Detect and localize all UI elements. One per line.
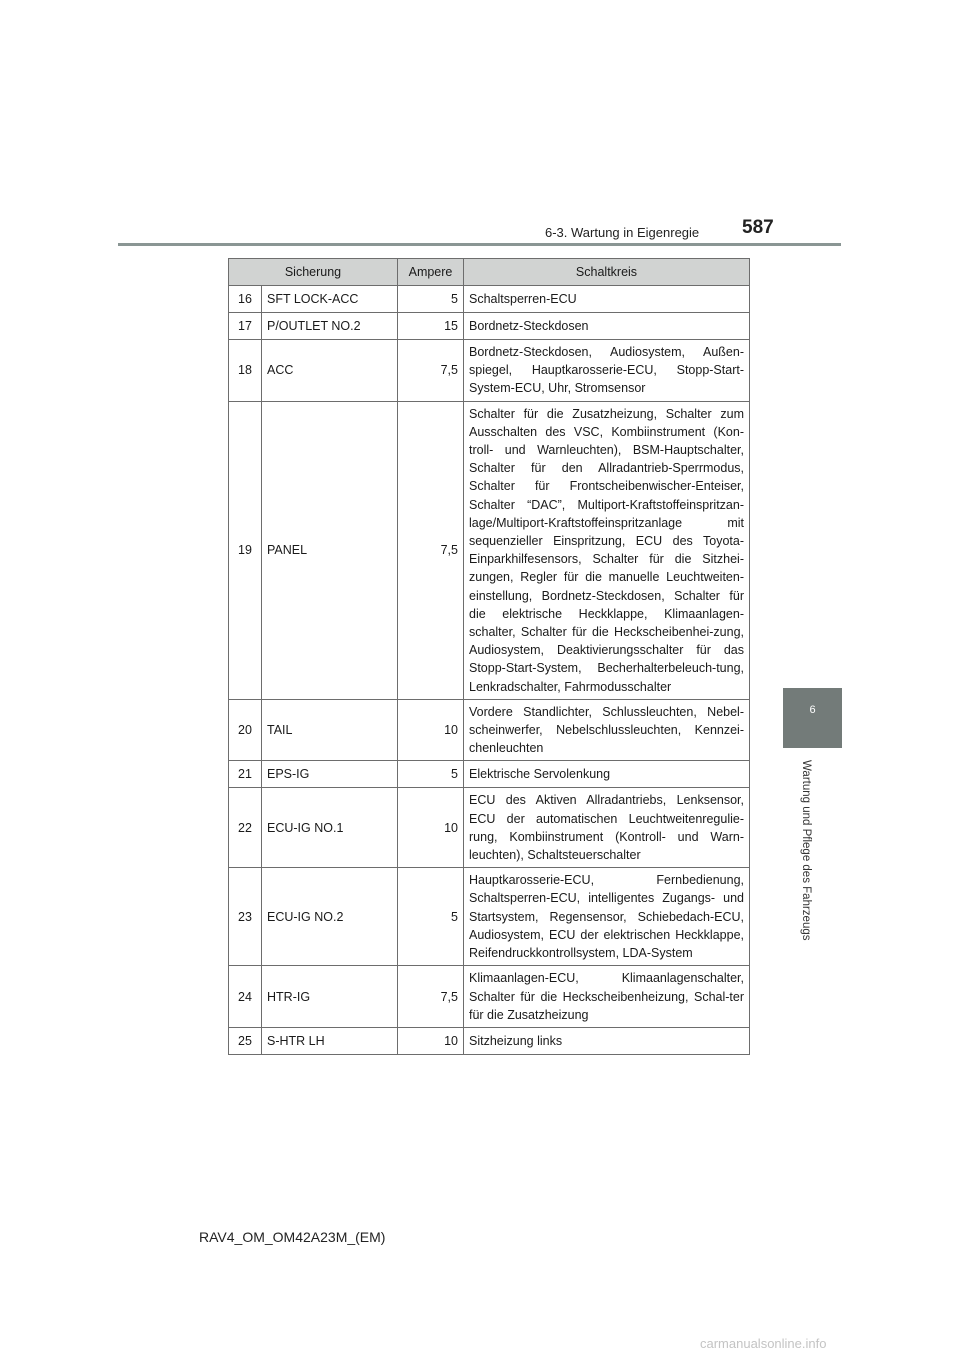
fuse-circuit: Vordere Standlichter, Schlussleuchten, Nebel-scheinwerfer, Nebelschlussleuchten, Kennzei-chenleuchten — [464, 699, 750, 761]
fuse-name: HTR-IG — [262, 966, 398, 1028]
fuse-ampere: 5 — [398, 868, 464, 966]
fuse-circuit: Klimaanlagen-ECU, Klimaanlagenschalter, Schalter für die Heckscheibenheizung, Schal-ter für die Zusatzheizung — [464, 966, 750, 1028]
fuse-number: 22 — [229, 788, 262, 868]
table-row — [229, 788, 750, 868]
fuse-ampere: 10 — [398, 788, 464, 868]
fuse-circuit: Hauptkarosserie-ECU, Fernbedienung, Schaltsperren-ECU, intelligentes Zugangs- und Startsystem, Regensensor, Schiebedach-ECU, Audiosystem, ECU der elektrischen Heckklappe, Reifendruckkontrollsystem, LDA-System — [464, 868, 750, 966]
watermark: carmanualsonline.info — [700, 1336, 827, 1351]
fuse-number: 21 — [229, 761, 262, 788]
fuse-ampere: 10 — [398, 1027, 464, 1054]
fuse-circuit: Sitzheizung links — [464, 1027, 750, 1054]
fuse-ampere: 7,5 — [398, 401, 464, 699]
table-row — [229, 313, 750, 340]
fuse-name: S-HTR LH — [262, 1027, 398, 1054]
fuse-number: 18 — [229, 340, 262, 402]
table-row — [229, 699, 750, 761]
fuse-circuit: Bordnetz-Steckdosen — [464, 313, 750, 340]
fuse-ampere: 5 — [398, 761, 464, 788]
fuse-ampere: 15 — [398, 313, 464, 340]
fuse-table — [228, 258, 750, 1055]
fuse-circuit: Schaltsperren-ECU — [464, 286, 750, 313]
fuse-name: EPS-IG — [262, 761, 398, 788]
fuse-number: 25 — [229, 1027, 262, 1054]
fuse-circuit: ECU des Aktiven Allradantriebs, Lenksensor, ECU der automatischen Leuchtweitenregulie-rung, Kombiinstrument (Kontroll- und Warn-leuchten), Schaltsteuerschalter — [464, 788, 750, 868]
table-row — [229, 761, 750, 788]
fuse-number: 17 — [229, 313, 262, 340]
column-header-circuit: Schaltkreis — [464, 259, 750, 286]
fuse-name: ECU-IG NO.2 — [262, 868, 398, 966]
table-row — [229, 868, 750, 966]
column-header-ampere: Ampere — [398, 259, 464, 286]
chapter-tab — [783, 688, 842, 748]
table-row — [229, 286, 750, 313]
fuse-ampere: 10 — [398, 699, 464, 761]
fuse-number: 23 — [229, 868, 262, 966]
section-title: 6-3. Wartung in Eigenregie — [545, 225, 700, 240]
fuse-name: ACC — [262, 340, 398, 402]
fuse-circuit: Elektrische Servolenkung — [464, 761, 750, 788]
table-row — [229, 340, 750, 402]
chapter-number: 6 — [809, 704, 816, 716]
fuse-circuit: Schalter für die Zusatzheizung, Schalter zum Ausschalten des VSC, Kombiinstrument (Kon-troll- und Warnleuchten), BSM-Hauptschalter, Schalter für den Allradantrieb-Sperrmodus, Schalter für Frontscheibenwischer-Enteiser, Schalter “DAC”, Multiport-Kraftstoffeinspritzan-lage/Multiport-Kraftstoffeinspritzanlage mit sequenzieller Einspritzung, ECU des Toyota-Einparkhilfesensors, Schalter für die Sitzhei-zungen, Regler für die manuelle Leuchtweiten-einstellung, Bordnetz-Steckdosen, Schalter für die elektrische Heckklappe, Klimaanlagen-schalter, Schalter für die Heckscheibenhei-zung, Audiosystem, Deaktivierungsschalter für das Stopp-Start-System, Becherhalterbeleuch-tung, Lenkradschalter, Fahrmodusschalter — [464, 401, 750, 699]
chapter-label: Wartung und Pflege des Fahrzeugs — [800, 760, 812, 941]
page-number: 587 — [742, 217, 774, 238]
document-code: RAV4_OM_OM42A23M_(EM) — [199, 1229, 386, 1245]
table-header-row — [229, 259, 750, 286]
column-header-fuse: Sicherung — [229, 259, 398, 286]
fuse-number: 19 — [229, 401, 262, 699]
fuse-number: 20 — [229, 699, 262, 761]
fuse-name: PANEL — [262, 401, 398, 699]
header-divider — [118, 243, 841, 246]
table-row — [229, 401, 750, 699]
fuse-number: 24 — [229, 966, 262, 1028]
fuse-number: 16 — [229, 286, 262, 313]
table-row — [229, 966, 750, 1028]
fuse-name: ECU-IG NO.1 — [262, 788, 398, 868]
fuse-name: P/OUTLET NO.2 — [262, 313, 398, 340]
fuse-ampere: 7,5 — [398, 340, 464, 402]
table-row — [229, 1027, 750, 1054]
fuse-ampere: 5 — [398, 286, 464, 313]
fuse-name: TAIL — [262, 699, 398, 761]
fuse-name: SFT LOCK-ACC — [262, 286, 398, 313]
fuse-circuit: Bordnetz-Steckdosen, Audiosystem, Außen-spiegel, Hauptkarosserie-ECU, Stopp-Start-System-ECU, Uhr, Stromsensor — [464, 340, 750, 402]
fuse-ampere: 7,5 — [398, 966, 464, 1028]
